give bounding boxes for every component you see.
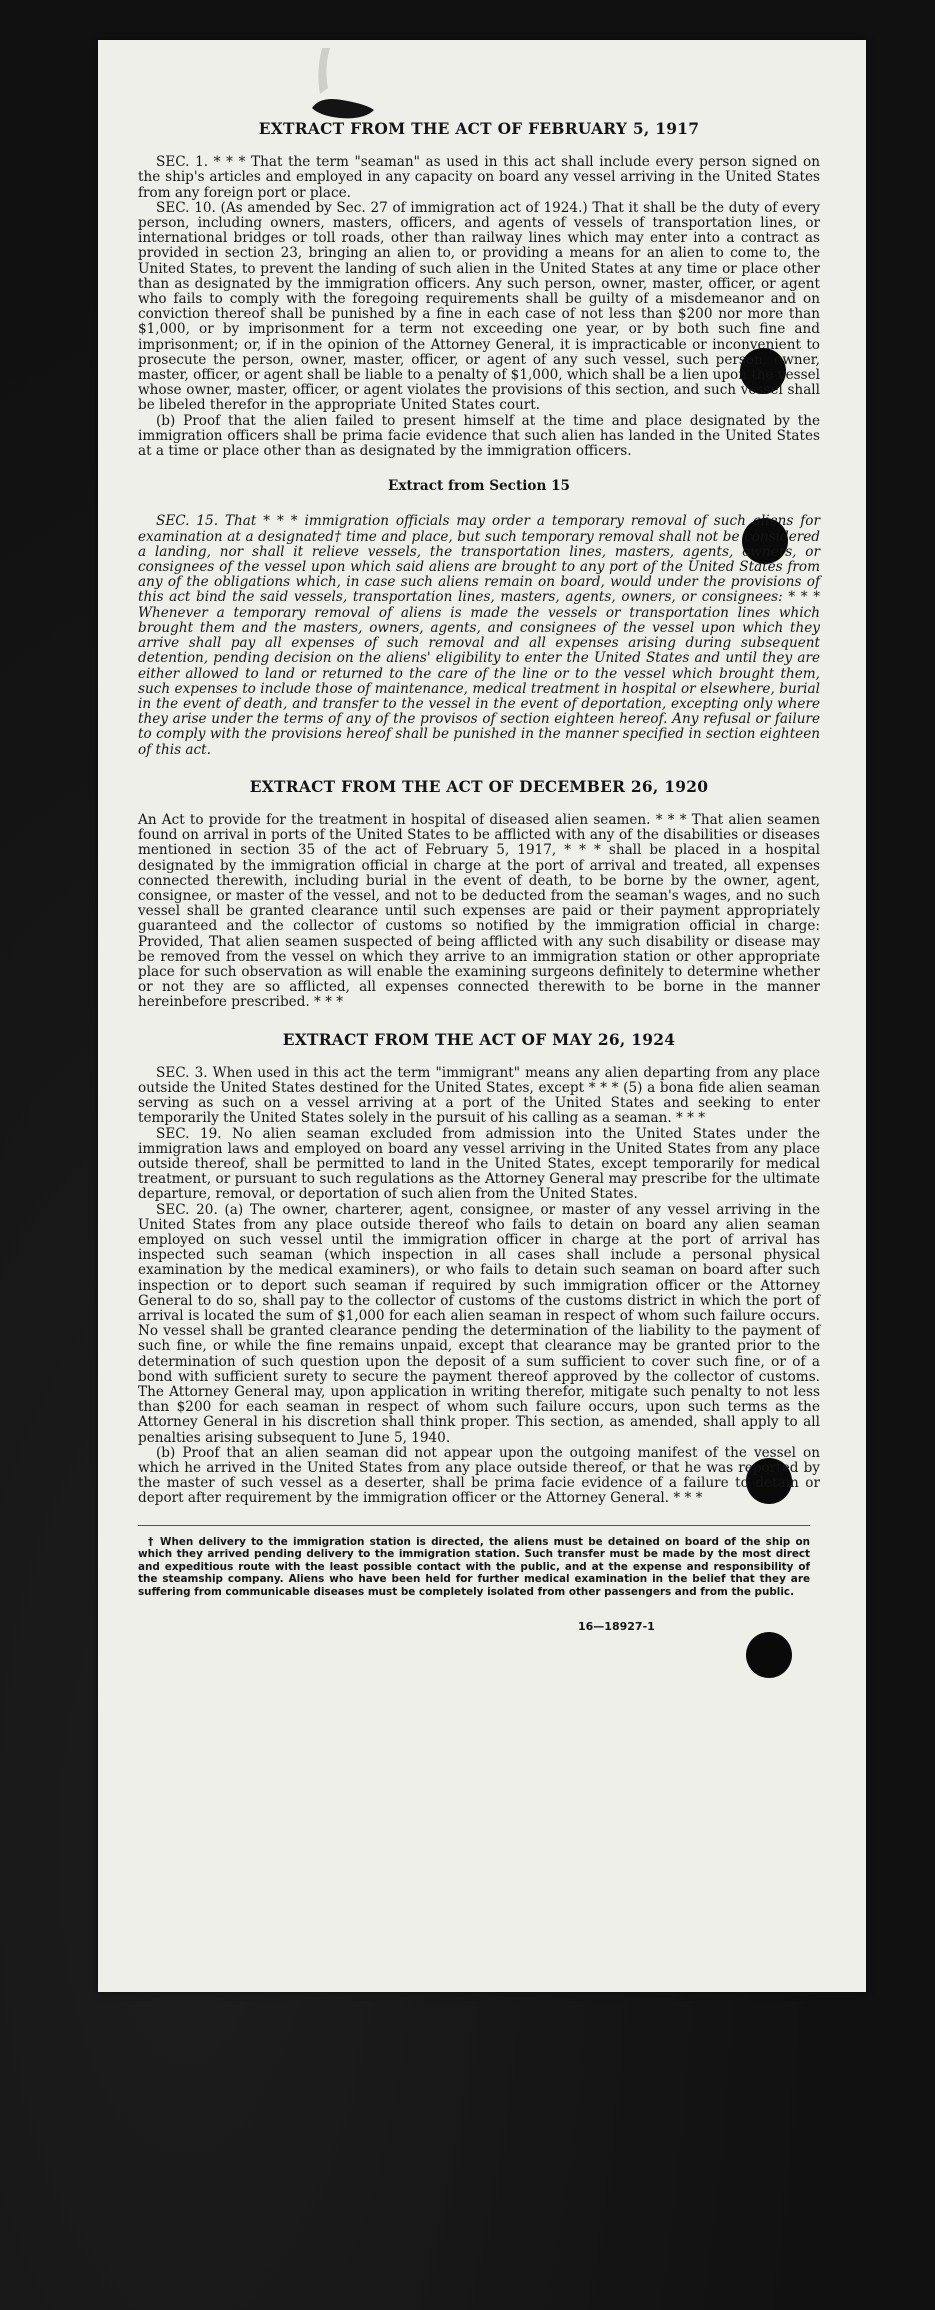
section-title: Extract from Section 15: [388, 478, 570, 495]
paragraph: (b) Proof that an alien seaman did not appear upon the outgoing manifest of the vessel on which he arrived in the United States from any place outside thereof, or that he was reported by the master of such vessel as a deserter, shall be prima facie evidence of a failure to detain or deport after requirement by the immigration officer or the Attorney General. * * *: [138, 1444, 820, 1507]
paragraph: SEC. 3. When used in this act the term "immigrant" means any alien departing from any place outside the United States destined for the United States, except * * * (5) a bona fide alien seaman serving as such on a vessel arriving at a port of the United States and seeking to enter temporarily the United States solely in the pursuit of his calling as a seaman. * * *: [138, 1064, 820, 1127]
footnote: [138, 1525, 810, 1599]
section-title: EXTRACT FROM THE ACT OF DECEMBER 26, 1920: [249, 777, 709, 796]
document-content: [138, 122, 820, 1634]
paragraph: An Act to provide for the treatment in hospital of diseased alien seamen. * * * That alien seamen found on arrival in ports of the United States to be afflicted with any of the disabilities or diseases mentioned in section 35 of the act of February 5, 1917, * * * shall be placed in a hospital designated by the immigration official in charge at the port of arrival and treated, all expenses connected therewith, including burial in the event of death, to be borne by the owner, agent, consignee, or master of the vessel, and not to be deducted from the seaman's wages, and no such vessel shall be granted clearance until such expenses are paid or their payment appropriately guaranteed and the collector of customs so notified by the immigration official in charge: Provided, That alien seamen suspected of being afflicted with any such disability or disease may be removed from the vessel on which they arrive to an immigration station or other appropriate place for such observation as will enable the examining surgeons definitely to determine whether or not they are so afflicted, all expenses connected therewith to be borne in the manner hereinbefore prescribed. * * *: [138, 811, 820, 1011]
paragraph: SEC. 19. No alien seaman excluded from admission into the United States under the immigration laws and employed on board any vessel arriving in the United States from any place outside thereof, shall be permitted to land in the United States, except temporarily for medical treatment, or pursuant to such regulations as the Attorney General may prescribe for the ultimate departure, removal, or deportation of such alien from the United States.: [138, 1125, 820, 1203]
section-act-1917: [138, 122, 820, 459]
section-15: [138, 479, 820, 757]
paragraph: SEC. 15. That * * * immigration officials may order a temporary removal of such aliens for examination at a designated† time and place, but such temporary removal shall not be considered a landing, nor shall it relieve vessels, the transportation lines, masters, agents, owners, or consignees of the vessel upon which said aliens are brought to any port of the United States from any of the obligations which, in case such aliens remain on board, would under the provisions of this act bind the said vessels, transportation lines, masters, agents, owners, or consignees: * * * Whenever a temporary removal of aliens is made the vessels or transportation lines which brought them and the masters, owners, agents, and consignees of the vessel upon which they arrive shall pay all expenses of such removal and all expenses arising during subsequent detention, pending decision on the aliens' eligibility to enter the United States and until they are either allowed to land or returned to the care of the line or to the vessel which brought them, such expenses to include those of maintenance, medical treatment in hospital or elsewhere, burial in the event of death, and transfer to the vessel in the event of deportation, excepting only where they arise under the terms of any of the provisos of section eighteen hereof. Any refusal or failure to comply with the provisions hereof shall be punished in the manner specified in section eighteen of this act.: [138, 513, 820, 758]
section-act-1924: [138, 1030, 820, 1507]
punch-hole-4: [746, 1632, 792, 1678]
paragraph: SEC. 20. (a) The owner, charterer, agent, consignee, or master of any vessel arriving in the United States from any place outside thereof who fails to detain on board any alien seaman employed on such vessel until the immigration officer in charge at the port of arrival has inspected such seaman (which inspection in all cases shall include a personal physical examination by the medical examiners), or who fails to detain such seaman on board after such inspection or to deport such seaman if required by such immigration officer or the Attorney General to do so, shall pay to the collector of customs of the customs district in which the port of arrival is located the sum of $1,000 for each alien seaman in respect of whom such failure occurs. No vessel shall be granted clearance pending the determination of the liability to the payment of such fine, or while the fine remains unpaid, except that clearance may be granted prior to the determination of such question upon the deposit of a sum sufficient to cover such fine, or of a bond with sufficient surety to secure the payment thereof approved by the collector of customs. The Attorney General may, upon application in writing therefor, mitigate such penalty to not less than $200 for each seaman in respect of whom such failure occurs, upon such terms as the Attorney General in his discretion shall think proper. This section, as amended, shall apply to all penalties arising subsequent to June 5, 1940.: [138, 1201, 820, 1446]
section-title: EXTRACT FROM THE ACT OF MAY 26, 1924: [282, 1030, 676, 1049]
print-code: 16—18927-1: [578, 1619, 655, 1633]
section-title: EXTRACT FROM THE ACT OF FEBRUARY 5, 1917: [258, 120, 700, 138]
footnote-text: † When delivery to the immigration station is directed, the aliens must be detained on board of the ship on which they arrived pending delivery to the immigration station. Such transfer must be made by the most direct and expeditious route with the least possible contact with the public, and at the expense and responsibility of the steamship company. Aliens who have been held for further medical examination in the belief that they are suffering from communicable diseases must be completely isolated from other passengers and from the public.: [138, 1535, 810, 1599]
torn-corner-smudge: [300, 48, 380, 124]
paragraph: SEC. 10. (As amended by Sec. 27 of immigration act of 1924.) That it shall be the duty of every person, including owners, masters, officers, and agents of vessels of transportation lines, or international bridges or toll roads, other than railway lines which may enter into a contract as provided in section 23, bringing an alien to, or providing a means for an alien to come to, the United States, to prevent the landing of such alien in the United States at any time or place other than as designated by the immigration officers. Any such person, owner, master, officer, or agent who fails to comply with the foregoing requirements shall be guilty of a misdemeanor and on conviction thereof shall be punished by a fine in each case of not less than $200 nor more than $1,000, or by imprisonment for a term not exceeding one year, or by both such fine and imprisonment; or, if in the opinion of the Attorney General, it is impracticable or inconvenient to prosecute the person, owner, master, officer, or agent of any such vessel, such person, owner, master, officer, or agent shall be liable to a penalty of $1,000, which shall be a lien upon the vessel whose owner, master, officer, or agent violates the provisions of this section, and such vessel shall be libeled therefor in the appropriate United States court.: [138, 199, 820, 414]
paragraph: SEC. 1. * * * That the term "seaman" as used in this act shall include every person signed on the ship's articles and employed in any capacity on board any vessel arriving in the United States from any foreign port or place.: [138, 154, 820, 201]
section-act-1920: [138, 777, 820, 1011]
document-page: [98, 40, 866, 1992]
paragraph: (b) Proof that the alien failed to present himself at the time and place designated by the immigration officers shall be prima facie evidence that such alien has landed in the United States at a time or place other than as designated by the immigration officers.: [138, 412, 820, 460]
